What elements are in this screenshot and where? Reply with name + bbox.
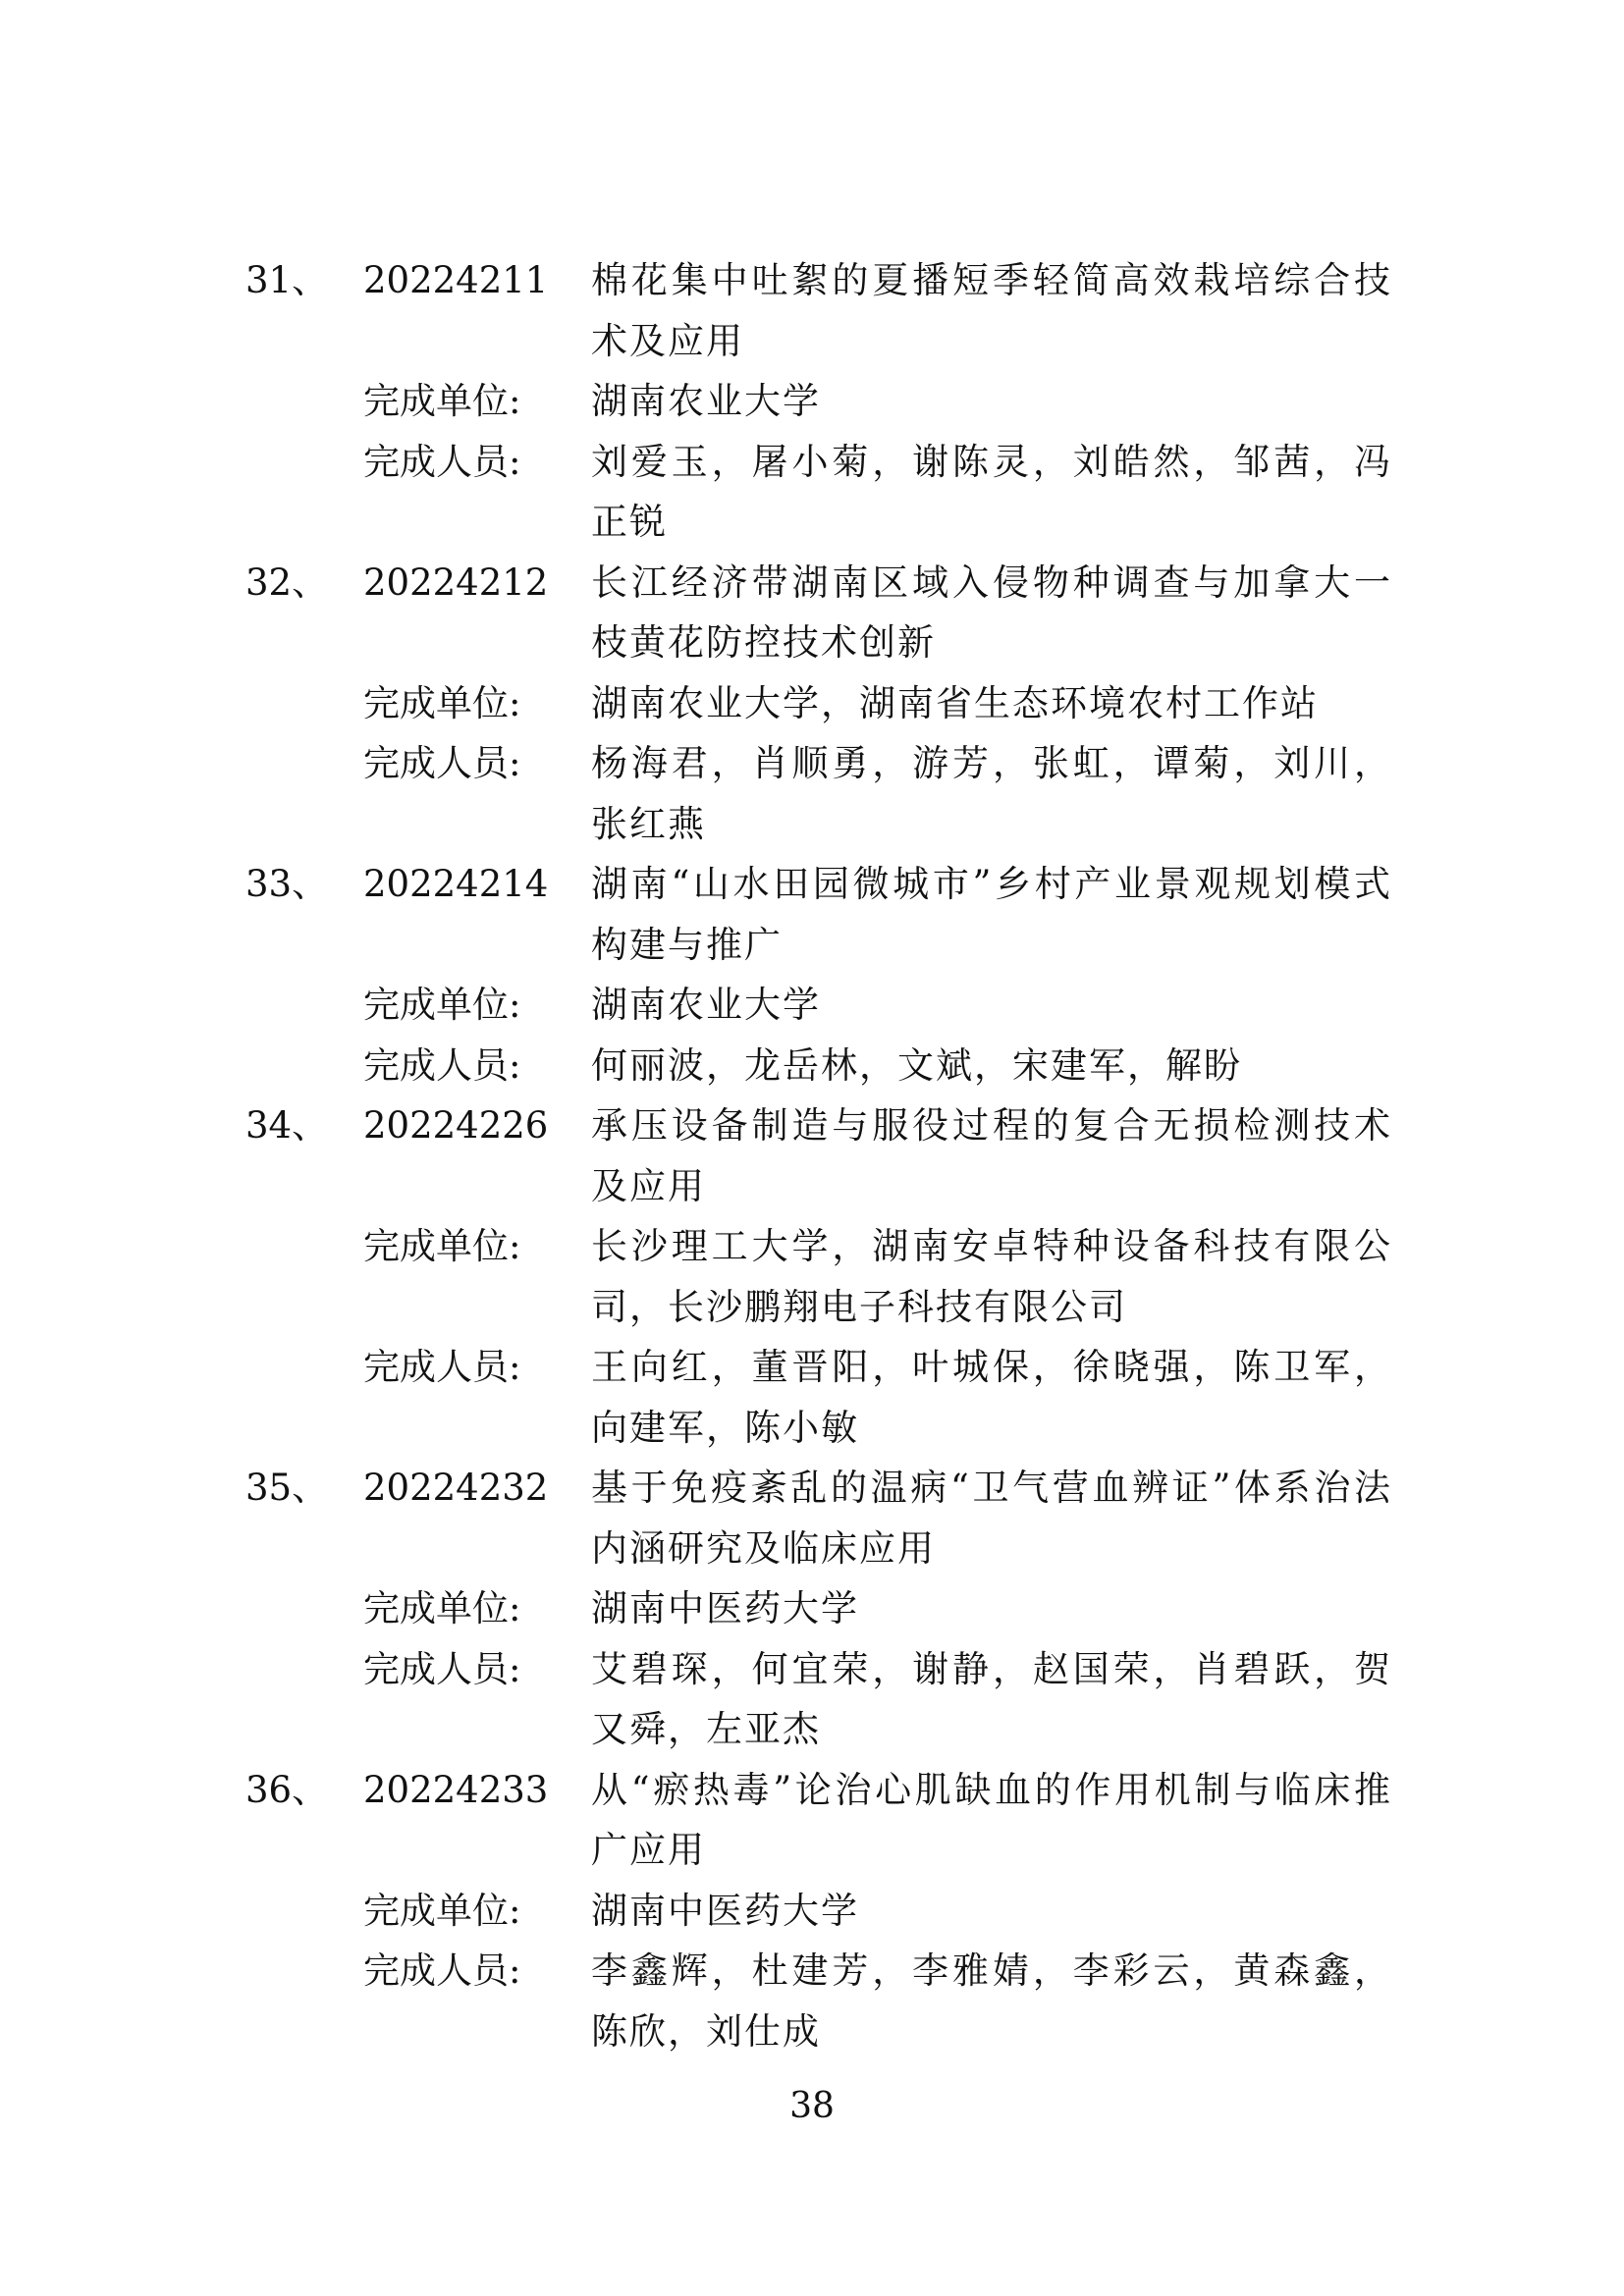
entry-code: 20224211 xyxy=(363,259,549,301)
entry-title: 基于免疫紊乱的温病“卫气营血辨证”体系治法内涵研究及临床应用 xyxy=(591,1467,1392,1570)
completion-unit: 湖南中医药大学 xyxy=(591,1587,859,1629)
entry-title: 承压设备制造与服役过程的复合无损检测技术及应用 xyxy=(591,1104,1392,1207)
people-label: 完成人员: xyxy=(363,1647,521,1690)
entry-code: 20224232 xyxy=(363,1467,549,1509)
completion-unit: 长沙理工大学，湖南安卓特种设备科技有限公司，长沙鹏翔电子科技有限公司 xyxy=(591,1225,1392,1328)
unit-label: 完成单位: xyxy=(363,1889,521,1932)
unit-label: 完成单位: xyxy=(363,984,521,1026)
entry-number: 33、 xyxy=(245,863,329,905)
completion-unit: 湖南农业大学，湖南省生态环境农村工作站 xyxy=(591,681,1319,724)
completion-unit: 湖南中医药大学 xyxy=(591,1889,859,1932)
completion-people: 艾碧琛，何宜荣，谢静，赵国荣，肖碧跃，贺又舜，左亚杰 xyxy=(591,1647,1392,1750)
award-list xyxy=(245,250,1394,2061)
entry-title: 棉花集中吐絮的夏播短季轻简高效栽培综合技术及应用 xyxy=(591,259,1392,362)
award-entry xyxy=(245,553,1394,855)
unit-label: 完成单位: xyxy=(363,681,521,724)
entry-number: 32、 xyxy=(245,561,329,604)
entry-number: 36、 xyxy=(245,1768,329,1811)
people-label: 完成人员: xyxy=(363,440,521,483)
completion-people: 杨海君，肖顺勇，游芳，张虹，谭菊，刘川，张红燕 xyxy=(591,742,1392,845)
completion-unit: 湖南农业大学 xyxy=(591,380,821,422)
entry-code: 20224226 xyxy=(363,1104,549,1147)
entry-number: 31、 xyxy=(245,259,329,301)
entry-code: 20224212 xyxy=(363,561,549,604)
completion-people: 刘爱玉，屠小菊，谢陈灵，刘皓然，邹茜，冯正锐 xyxy=(591,440,1392,543)
entry-title: 湖南“山水田园微城市”乡村产业景观规划模式构建与推广 xyxy=(591,863,1392,966)
unit-label: 完成单位: xyxy=(363,380,521,422)
entry-title: 长江经济带湖南区域入侵物种调查与加拿大一枝黄花防控技术创新 xyxy=(591,561,1392,664)
completion-unit: 湖南农业大学 xyxy=(591,984,821,1026)
entry-code: 20224214 xyxy=(363,863,549,905)
award-entry xyxy=(245,1458,1394,1760)
award-entry xyxy=(245,1760,1394,2062)
award-entry xyxy=(245,854,1394,1095)
people-label: 完成人员: xyxy=(363,1043,521,1087)
award-entry xyxy=(245,1095,1394,1458)
entry-number: 35、 xyxy=(245,1467,329,1509)
people-label: 完成人员: xyxy=(363,1346,521,1388)
entry-number: 34、 xyxy=(245,1104,329,1147)
people-label: 完成人员: xyxy=(363,1949,521,1992)
entry-code: 20224233 xyxy=(363,1768,549,1811)
page-number: 38 xyxy=(789,2086,835,2126)
people-label: 完成人员: xyxy=(363,742,521,784)
unit-label: 完成单位: xyxy=(363,1225,521,1267)
entry-title: 从“瘀热毒”论治心肌缺血的作用机制与临床推广应用 xyxy=(591,1768,1392,1871)
completion-people: 李鑫辉，杜建芳，李雅婧，李彩云，黄森鑫，陈欣，刘仕成 xyxy=(591,1949,1392,2053)
completion-people: 王向红，董晋阳，叶城保，徐晓强，陈卫军，向建军，陈小敏 xyxy=(591,1346,1392,1449)
unit-label: 完成单位: xyxy=(363,1587,521,1629)
award-entry xyxy=(245,250,1394,553)
completion-people: 何丽波，龙岳林，文斌，宋建军，解盼 xyxy=(591,1043,1242,1087)
